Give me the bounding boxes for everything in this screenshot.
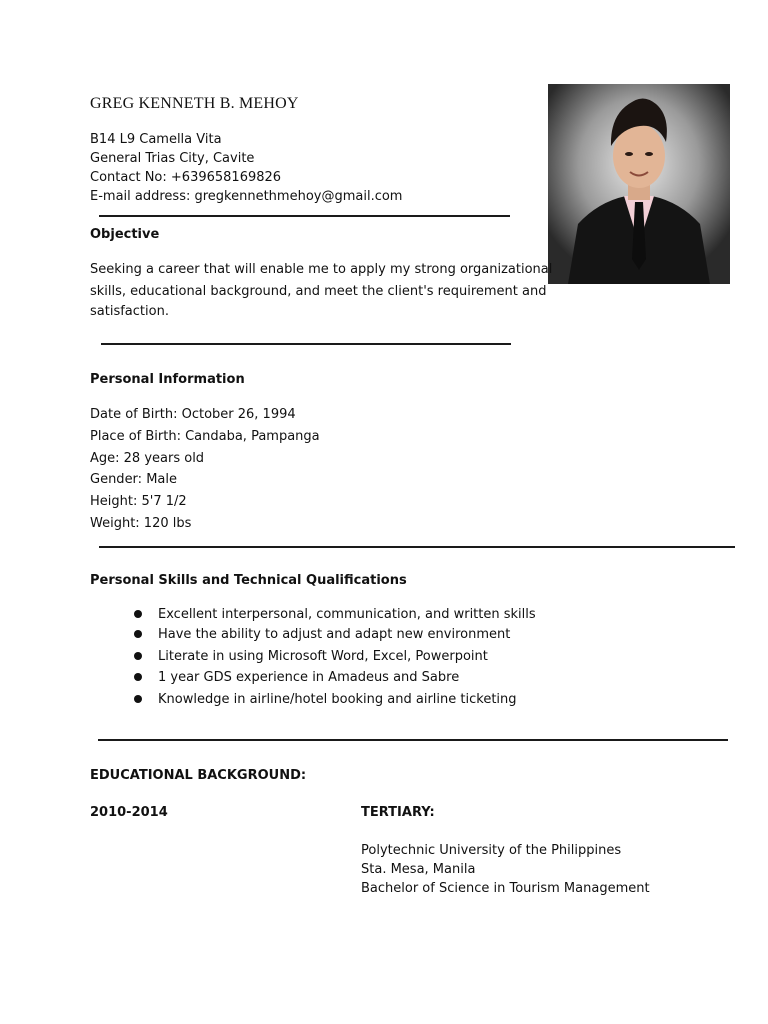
email-address: E-mail address: gregkennethmehoy@gmail.com [90,189,403,204]
objective-line-3: satisfaction. [90,304,169,319]
skill-item: 1 year GDS experience in Amadeus and Sabre [158,670,460,685]
bullet-icon [134,652,142,660]
info-item: Date of Birth: October 26, 1994 [90,407,296,422]
contact-number: Contact No: +639658169826 [90,170,282,185]
education-years: 2010-2014 [90,805,168,820]
divider [99,215,510,217]
info-item: Age: 28 years old [90,451,205,466]
divider [99,546,735,548]
bullet-icon [134,695,142,703]
skills-heading: Personal Skills and Technical Qualifications [90,573,407,588]
education-heading: EDUCATIONAL BACKGROUND: [90,768,307,783]
info-item: Height: 5'7 1/2 [90,494,187,509]
bullet-icon [134,610,142,618]
address-line-1: B14 L9 Camella Vita [90,132,222,147]
objective-line-2: skills, educational background, and meet the client's requirement and [90,284,547,299]
info-item: Place of Birth: Candaba, Pampanga [90,429,320,444]
skill-item: Knowledge in airline/hotel booking and airline ticketing [158,692,517,707]
skill-item: Literate in using Microsoft Word, Excel, Powerpoint [158,649,488,664]
objective-line-1: Seeking a career that will enable me to apply my strong organizational [90,262,553,277]
skill-item: Excellent interpersonal, communication, and written skills [158,607,536,622]
education-level: TERTIARY: [361,805,435,820]
info-item: Weight: 120 lbs [90,516,192,531]
degree-name: Bachelor of Science in Tourism Management [361,881,650,896]
bullet-icon [134,673,142,681]
address-line-2: General Trias City, Cavite [90,151,255,166]
skill-item: Have the ability to adjust and adapt new environment [158,627,511,642]
applicant-name: GREG KENNETH B. MEHOY [90,95,299,112]
personal-info-heading: Personal Information [90,372,245,387]
info-item: Gender: Male [90,472,177,487]
school-name: Polytechnic University of the Philippines [361,843,622,858]
objective-heading: Objective [90,227,160,242]
school-location: Sta. Mesa, Manila [361,862,476,877]
profile-photo [548,84,730,284]
divider [98,739,728,741]
bullet-icon [134,630,142,638]
divider [101,343,511,345]
